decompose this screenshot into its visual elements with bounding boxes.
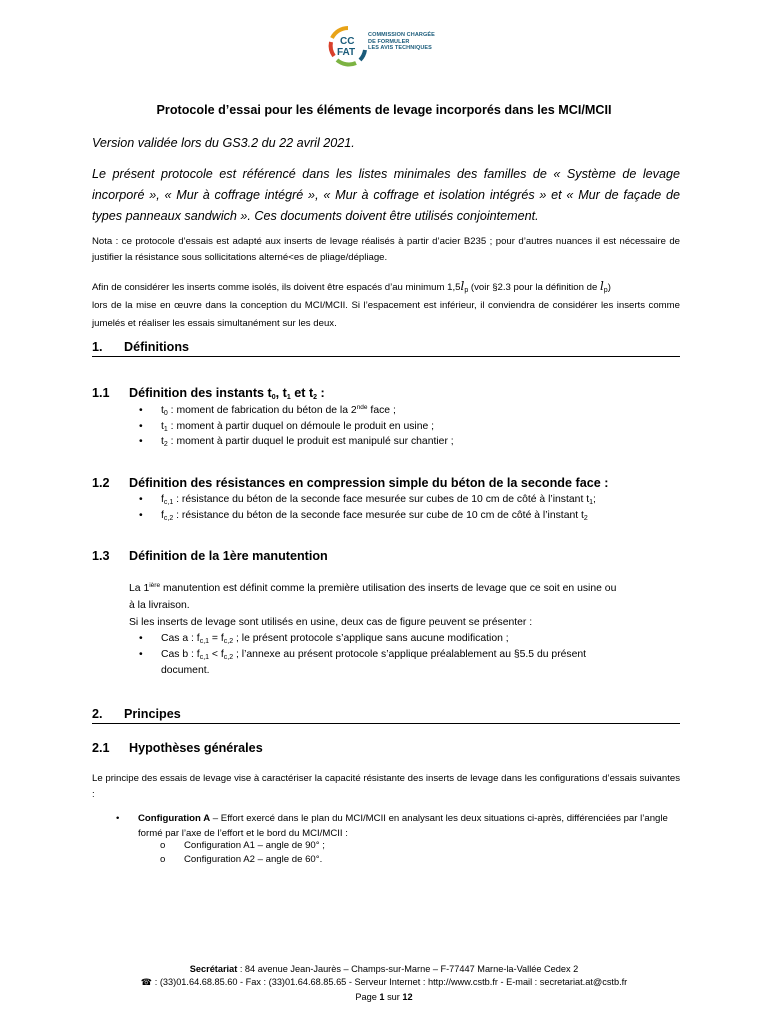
lp-symbol: l — [599, 279, 604, 293]
spacing-text-1: Afin de considérer les inserts comme isolés, ils doivent être espacés d’au minimum 1,5 — [92, 282, 461, 293]
subscript: c,2 — [223, 654, 234, 661]
item-symbol: f — [161, 494, 164, 505]
paragraph-text: La 1 — [129, 583, 150, 594]
nota-paragraph: Nota : ce protocole d’essais est adapté aux inserts de levage réalisés à partir d’acier B235 ; pour d’autres nuances il est nécessaire de justifier la résistance sous sollicitations alterné<es de pliage/dépliage. — [92, 236, 680, 263]
logo-letters-top: CC — [340, 36, 355, 47]
subscript: 0 — [163, 410, 168, 417]
footer-address — [0, 964, 768, 974]
list-item — [139, 631, 509, 647]
logo-line-2: DE FORMULER — [368, 38, 410, 45]
item-symbol: t — [161, 421, 164, 432]
subsection-heading-2-1 — [92, 741, 263, 755]
subsection-title-part: : — [317, 386, 325, 400]
config-label: Configuration A — [138, 813, 211, 824]
principle-paragraph: Le principe des essais de levage vise à caractériser la capacité résistante des inserts de levage dans les configurations d’essais suivantes : — [92, 773, 680, 800]
subscript: 2 — [313, 394, 318, 401]
subscript: c,2 — [223, 638, 234, 645]
subsection-heading-1-2 — [92, 476, 608, 490]
bullet-icon: • — [139, 510, 143, 521]
circle-bullet-icon: o — [160, 840, 166, 851]
item-symbol: f — [161, 510, 164, 521]
subscript: c,2 — [163, 515, 174, 522]
section-title: Principes — [124, 707, 181, 721]
sub-list-item — [160, 853, 323, 867]
subsection-title-part: , t — [275, 386, 287, 400]
subscript: c,1 — [199, 638, 210, 645]
item-text: Cas a : f — [161, 633, 200, 644]
item-text: ; — [593, 494, 596, 505]
list-item — [139, 419, 435, 435]
subsection-number: 1.3 — [92, 549, 110, 563]
item-text: : moment à partir duquel le produit est manipulé sur chantier ; — [167, 436, 454, 447]
item-symbol: t — [161, 405, 164, 416]
circle-bullet-icon: o — [160, 854, 166, 865]
section-heading-1 — [92, 340, 680, 357]
lp-subscript: p — [464, 287, 469, 294]
item-text: = f — [209, 633, 224, 644]
bullet-icon: • — [139, 436, 143, 447]
ccfat-logo-mark — [326, 24, 370, 68]
subsection-title-part: Définition des instants t — [129, 386, 272, 400]
bullet-icon: • — [139, 494, 143, 505]
spacing-paragraph — [92, 277, 680, 333]
list-item — [139, 508, 588, 524]
intro-paragraph: Le présent protocole est référencé dans les listes minimales des familles de « Système de levage incorporé », « Mur à coffrage intégré », « Mur à coffrage et isolation intégrés » et « Mur de façade de types panneaux sandwich ». Ces documents doivent être utilisés conjointement. — [92, 167, 680, 223]
item-text: : résistance du béton de la seconde face mesurée sur cube de 10 cm de côté à l’instant t — [173, 510, 584, 521]
logo-letters-bottom: FAT — [337, 47, 356, 58]
item-text: Configuration A1 – angle de 90° ; — [184, 840, 325, 851]
paragraph-text: Si les inserts de levage sont utilisés en usine, deux cas de figure peuvent se présenter : — [129, 617, 533, 628]
document-title: Protocole d’essai pour les éléments de levage incorporés dans les MCI/MCII — [156, 103, 612, 117]
footer-text: : 84 avenue Jean-Jaurès – Champs-sur-Marne – F-77447 Marne-la-Vallée Cedex 2 — [237, 964, 579, 974]
list-item — [116, 811, 678, 841]
subscript: 2 — [163, 441, 168, 448]
subscript: 1 — [286, 394, 291, 401]
page-number — [0, 992, 768, 1002]
lp-symbol: l — [460, 279, 465, 293]
list-item — [139, 492, 596, 508]
section-title: Définitions — [124, 340, 190, 354]
logo-caption — [368, 32, 435, 52]
item-text: Configuration A2 – angle de 60°. — [184, 854, 323, 865]
page-label: Page — [355, 992, 380, 1002]
superscript: ière — [149, 582, 161, 589]
page-label: sur — [384, 992, 403, 1002]
subsection-title: Hypothèses générales — [129, 741, 263, 755]
subscript: c,1 — [199, 654, 210, 661]
spacing-text-2: (voir §2.3 pour la définition de — [468, 282, 600, 293]
bullet-icon: • — [139, 633, 143, 644]
subscript: c,1 — [163, 499, 174, 506]
logo-line-3: LES AVIS TECHNIQUES — [368, 45, 432, 51]
lp-subscript: p — [603, 287, 608, 294]
subscript: 1 — [589, 499, 594, 506]
subscript: 2 — [583, 515, 588, 522]
item-text: – Effort exercé dans le plan du MCI/MCII en analysant les deux situations ci-après, différenciées par l’angle formé par l’axe de l’effort et le bord du MCI/MCII : — [138, 813, 668, 839]
bullet-icon: • — [139, 649, 143, 660]
section-number: 1. — [92, 340, 103, 354]
spacing-text-4: lors de la mise en œuvre dans la conception du MCI/MCII. Si l’espacement est inférieur, il conviendra de considérer les inserts comme jumelés et réaliser les essais simultanément sur les deux. — [92, 300, 680, 329]
spacing-text-3: ) — [607, 282, 611, 293]
manutention-paragraph — [129, 580, 689, 631]
subsection-heading-1-1 — [92, 386, 325, 400]
footer-label: Secrétariat — [189, 964, 238, 974]
paragraph-text: manutention est définit comme la première utilisation des inserts de levage que ce soit en usine ou — [160, 583, 617, 594]
item-text: ; le présent protocole s’applique sans aucune modification ; — [233, 633, 509, 644]
item-text: : moment à partir duquel on démoule le produit en usine ; — [167, 421, 435, 432]
subsection-heading-1-3 — [92, 549, 328, 563]
bullet-icon: • — [139, 405, 143, 416]
section-heading-2 — [92, 707, 680, 724]
subsection-number: 1.2 — [92, 476, 110, 490]
item-text: ; l’annexe au présent protocole s’applique préalablement au §5.5 du présent — [233, 649, 587, 660]
item-text: Cas b : f — [161, 649, 200, 660]
item-text: face ; — [367, 405, 396, 416]
subsection-number: 1.1 — [92, 386, 110, 400]
footer-text: : (33)01.64.68.85.60 - Fax : (33)01.64.68.85.65 - Serveur Internet : http://www.cstb.fr - E-mail : secretariat.at@cstb.fr — [152, 977, 628, 987]
subsection-title: Définition des résistances en compression simple du béton de la seconde face : — [129, 476, 609, 490]
section-number: 2. — [92, 707, 103, 721]
list-item — [139, 403, 396, 419]
item-text: : moment de fabrication du béton de la 2 — [167, 405, 357, 416]
bullet-icon: • — [116, 813, 120, 824]
version-line: Version validée lors du GS3.2 du 22 avril 2021. — [92, 136, 355, 150]
item-text: document. — [161, 665, 210, 676]
subscript: 1 — [163, 426, 168, 433]
subsection-title-part: et t — [290, 386, 314, 400]
footer-contact — [0, 977, 768, 988]
sub-list-item — [160, 839, 325, 853]
ccfat-logo — [326, 24, 446, 68]
phone-icon: ☎ — [140, 977, 153, 987]
page-current: 1 — [379, 992, 385, 1002]
page-total: 12 — [402, 992, 413, 1002]
item-text: : résistance du béton de la seconde face mesurée sur cubes de 10 cm de côté à l’instant t — [173, 494, 590, 505]
subsection-title: Définition de la 1ère manutention — [129, 549, 328, 563]
paragraph-text: à la livraison. — [129, 600, 190, 611]
list-item — [139, 647, 681, 679]
subscript: 0 — [271, 394, 276, 401]
item-symbol: t — [161, 436, 164, 447]
bullet-icon: • — [139, 421, 143, 432]
superscript: nde — [356, 404, 368, 411]
list-item — [139, 434, 454, 450]
item-text: < f — [209, 649, 224, 660]
logo-line-1: COMMISSION CHARGÉE — [368, 32, 435, 38]
subsection-number: 2.1 — [92, 741, 110, 755]
